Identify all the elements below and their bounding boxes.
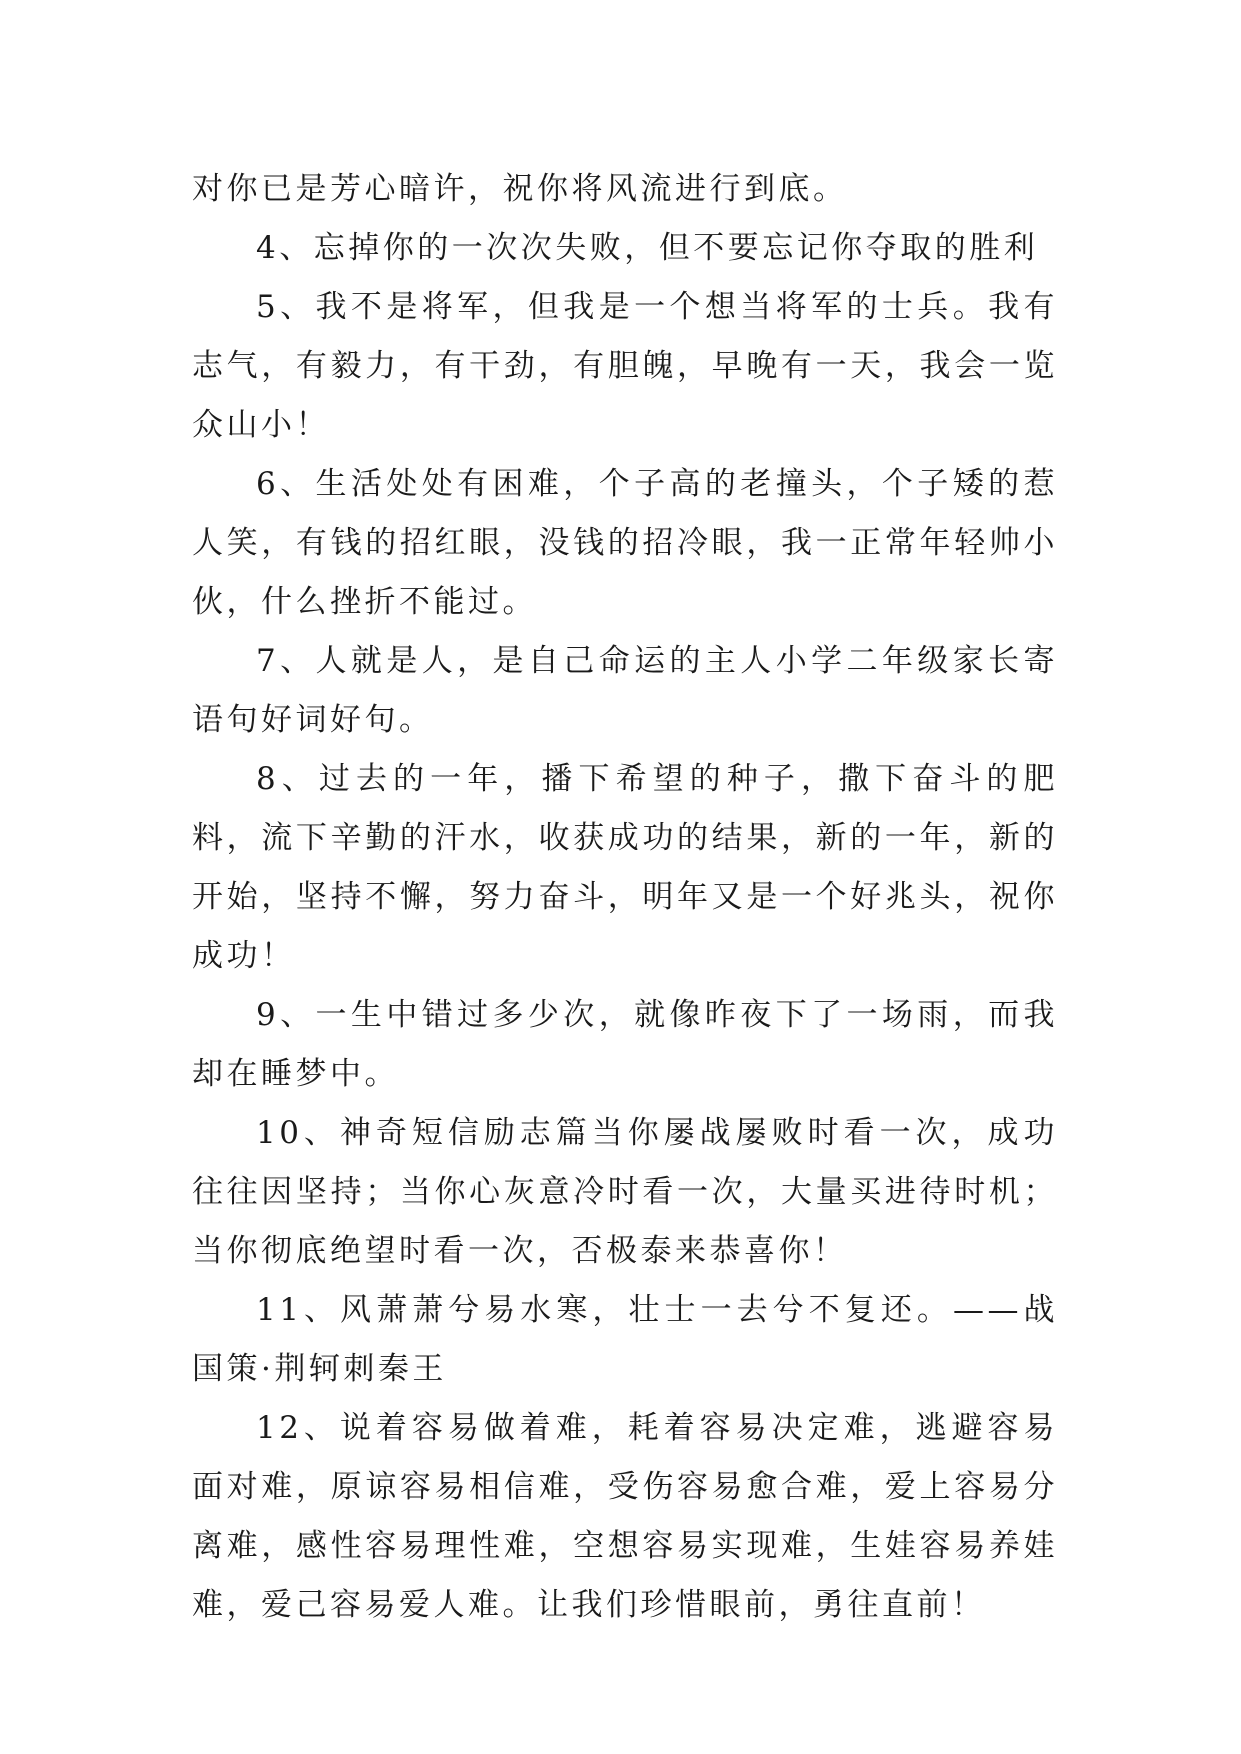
document-body bbox=[192, 160, 1058, 1635]
paragraph-item-10: 10、神奇短信励志篇当你屡战屡败时看一次，成功往往因坚持；当你心灰意冷时看一次，大量买进待时机；当你彻底绝望时看一次，否极泰来恭喜你！ bbox=[192, 1115, 1058, 1269]
paragraph-item-12: 12、说着容易做着难，耗着容易决定难，逃避容易面对难，原谅容易相信难，受伤容易愈合难，爱上容易分离难，感性容易理性难，空想容易实现难，生娃容易养娃难，爱己容易爱人难。让我们珍惜眼前，勇往直前！ bbox=[192, 1410, 1058, 1623]
paragraph-item-8: 8、过去的一年，播下希望的种子，撒下奋斗的肥料，流下辛勤的汗水，收获成功的结果，新的一年，新的开始，坚持不懈，努力奋斗，明年又是一个好兆头，祝你成功！ bbox=[192, 761, 1058, 974]
paragraph-item-6: 6、生活处处有困难，个子高的老撞头，个子矮的惹人笑，有钱的招红眼，没钱的招冷眼，我一正常年轻帅小伙，什么挫折不能过。 bbox=[192, 466, 1058, 620]
paragraph-item-5: 5、我不是将军，但我是一个想当将军的士兵。我有志气，有毅力，有干劲，有胆魄，早晚有一天，我会一览众山小！ bbox=[192, 289, 1058, 443]
paragraph-continuation: 对你已是芳心暗许，祝你将风流进行到底。 bbox=[192, 171, 848, 207]
paragraph-item-7: 7、人就是人，是自己命运的主人小学二年级家长寄语句好词好句。 bbox=[192, 643, 1058, 738]
paragraph-item-11: 11、风萧萧兮易水寒，壮士一去兮不复还。——战国策·荆轲刺秦王 bbox=[192, 1292, 1058, 1387]
paragraph-item-4: 4、忘掉你的一次次失败，但不要忘记你夺取的胜利 bbox=[256, 230, 1039, 266]
paragraph-item-9: 9、一生中错过多少次，就像昨夜下了一场雨，而我却在睡梦中。 bbox=[192, 997, 1058, 1092]
